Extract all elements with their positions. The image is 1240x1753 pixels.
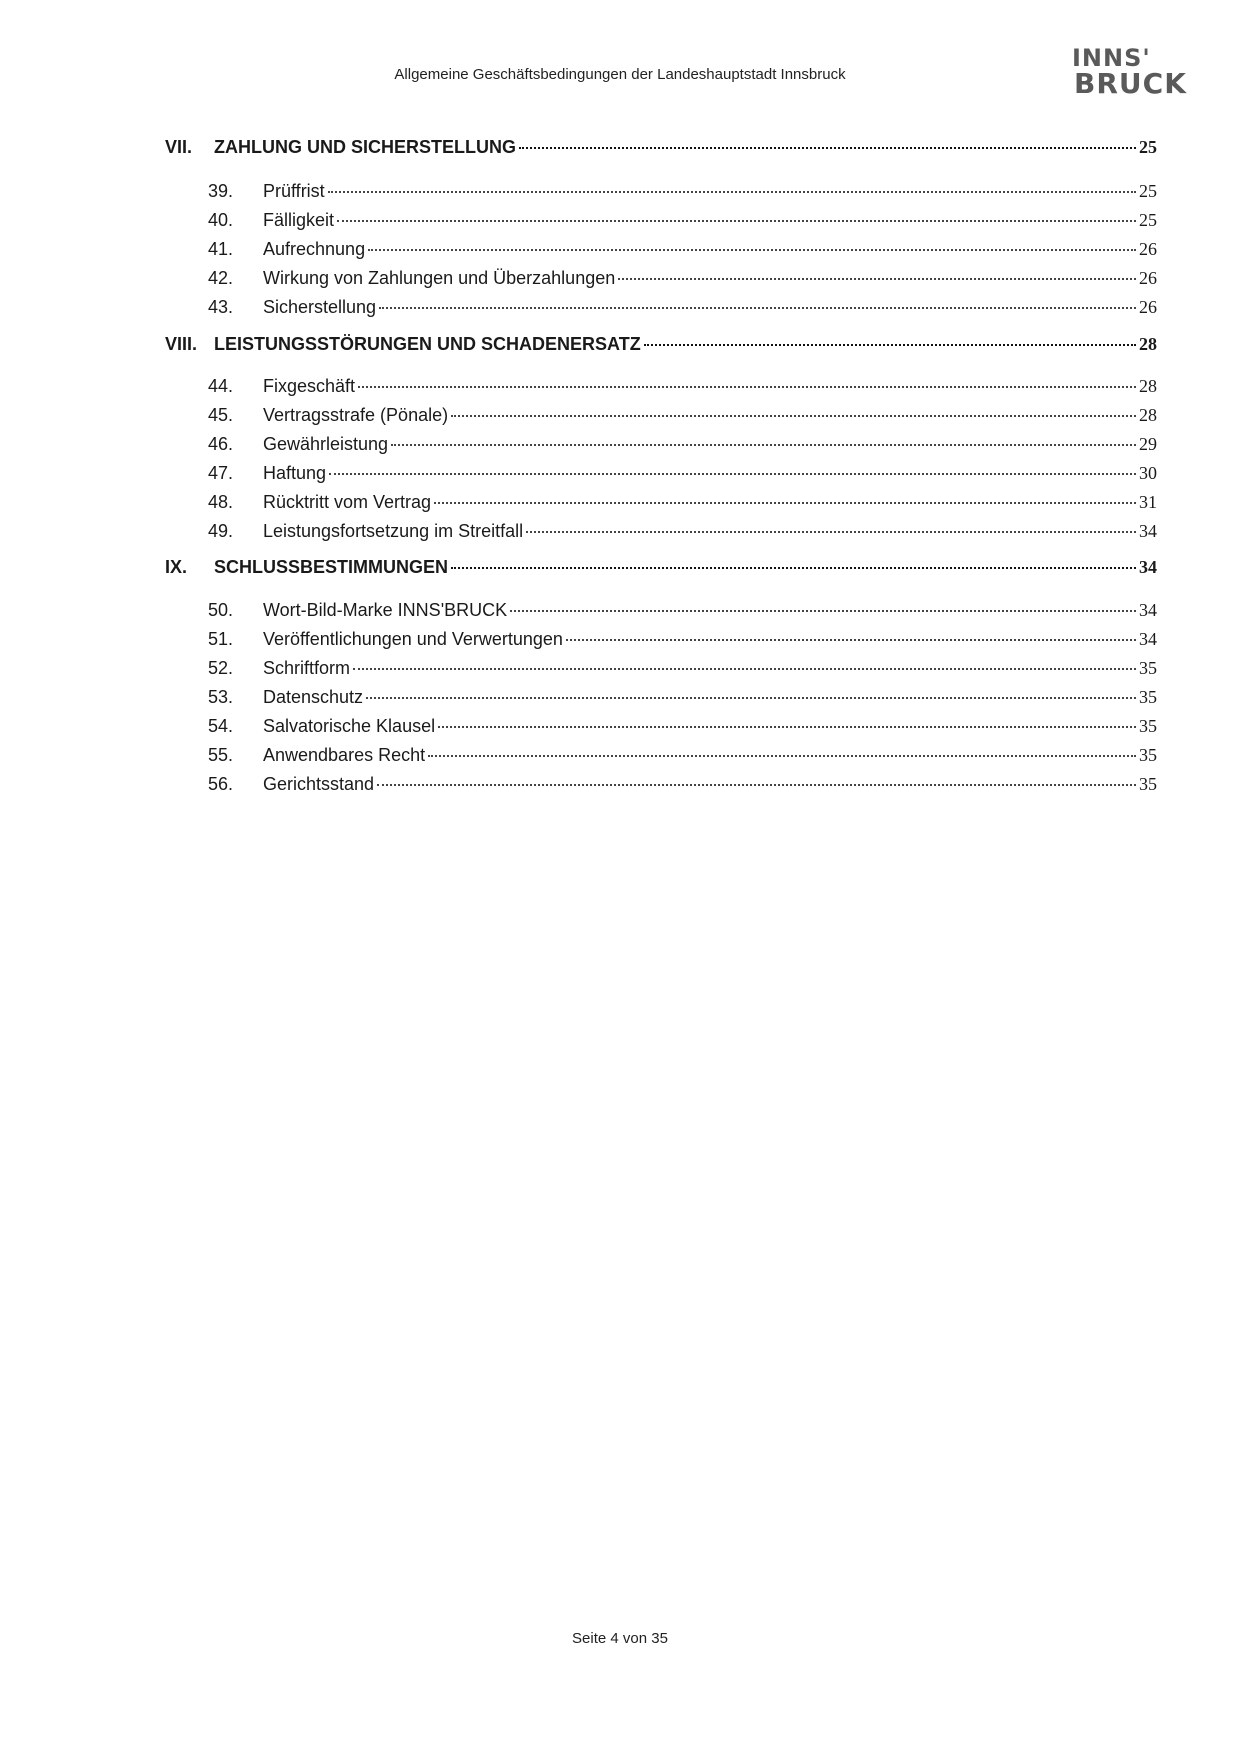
toc-section-viii[interactable] <box>165 334 1157 355</box>
toc-entry-55[interactable] <box>208 745 1157 766</box>
logo-line-2: BRUCK <box>1074 67 1187 100</box>
toc-section-title: SCHLUSSBESTIMMUNGEN <box>214 557 449 577</box>
toc-entry-number: 43. <box>208 297 234 317</box>
toc-entry-title: Schriftform <box>263 658 351 678</box>
toc-entry-number: 46. <box>208 434 234 454</box>
toc-page-number: 25 <box>1139 210 1157 230</box>
toc-leader-dots <box>368 249 1136 251</box>
toc-entry-number: 42. <box>208 268 234 288</box>
toc-entry-title: Rücktritt vom Vertrag <box>263 492 432 512</box>
toc-section-ix[interactable] <box>165 557 1157 578</box>
toc-page-number: 28 <box>1139 376 1157 396</box>
toc-page-number: 34 <box>1139 629 1157 649</box>
toc-leader-dots <box>391 444 1136 446</box>
toc-leader-dots <box>337 220 1136 222</box>
toc-entry-number: 44. <box>208 376 234 396</box>
toc-leader-dots <box>519 147 1136 149</box>
toc-entry-title: Vertragsstrafe (Pönale) <box>263 405 449 425</box>
toc-page-number: 34 <box>1139 521 1157 541</box>
logo-line-1: INNS' <box>1072 44 1151 72</box>
toc-entry-48[interactable] <box>208 492 1157 513</box>
toc-entry-title: Fälligkeit <box>263 210 335 230</box>
toc-section-vii[interactable] <box>165 137 1157 158</box>
toc-page-number: 25 <box>1139 137 1157 157</box>
toc-page-number: 25 <box>1139 181 1157 201</box>
toc-page-number: 35 <box>1139 774 1157 794</box>
toc-page-number: 35 <box>1139 716 1157 736</box>
toc-entry-42[interactable] <box>208 268 1157 289</box>
innsbruck-logo <box>1072 44 1187 100</box>
toc-entry-number: 41. <box>208 239 234 259</box>
toc-leader-dots <box>358 386 1136 388</box>
toc-page-number: 34 <box>1139 557 1157 577</box>
toc-leader-dots <box>510 610 1136 612</box>
toc-entry-51[interactable] <box>208 629 1157 650</box>
toc-entry-number: 53. <box>208 687 234 707</box>
toc-entry-number: 47. <box>208 463 234 483</box>
toc-leader-dots <box>328 191 1136 193</box>
toc-section-number: IX. <box>165 557 188 577</box>
toc-section-title: ZAHLUNG UND SICHERSTELLUNG <box>214 137 516 157</box>
toc-leader-dots <box>329 473 1136 475</box>
toc-leader-dots <box>428 755 1136 757</box>
toc-entry-title: Aufrechnung <box>263 239 366 259</box>
toc-entry-40[interactable] <box>208 210 1157 231</box>
toc-page-number: 35 <box>1139 687 1157 707</box>
toc-entry-title: Sicherstellung <box>263 297 377 317</box>
toc-section-number: VIII. <box>165 334 198 354</box>
toc-leader-dots <box>526 531 1136 533</box>
toc-entry-number: 56. <box>208 774 234 794</box>
toc-page-number: 29 <box>1139 434 1157 454</box>
document-header-title: Allgemeine Geschäftsbedingungen der Landeshauptstadt Innsbruck <box>394 66 846 83</box>
toc-entry-41[interactable] <box>208 239 1157 260</box>
toc-entry-49[interactable] <box>208 521 1157 542</box>
toc-entry-title: Prüffrist <box>263 181 325 201</box>
toc-page-number: 35 <box>1139 745 1157 765</box>
toc-page-number: 26 <box>1139 268 1157 288</box>
toc-entry-53[interactable] <box>208 687 1157 708</box>
toc-entry-number: 45. <box>208 405 234 425</box>
toc-leader-dots <box>366 697 1136 699</box>
toc-page-number: 30 <box>1139 463 1157 483</box>
toc-entry-43[interactable] <box>208 297 1157 318</box>
toc-entry-title: Wirkung von Zahlungen und Überzahlungen <box>263 268 616 288</box>
toc-entry-46[interactable] <box>208 434 1157 455</box>
toc-leader-dots <box>377 784 1136 786</box>
toc-entry-50[interactable] <box>208 600 1157 621</box>
toc-entry-title: Datenschutz <box>263 687 364 707</box>
toc-leader-dots <box>618 278 1136 280</box>
toc-entry-title: Wort-Bild-Marke INNS'BRUCK <box>263 600 508 620</box>
toc-entry-title: Gerichtsstand <box>263 774 375 794</box>
toc-entry-number: 48. <box>208 492 234 512</box>
toc-entry-title: Haftung <box>263 463 327 483</box>
toc-entry-number: 50. <box>208 600 234 620</box>
toc-entry-44[interactable] <box>208 376 1157 397</box>
toc-entry-number: 51. <box>208 629 234 649</box>
toc-page-number: 28 <box>1139 405 1157 425</box>
toc-entry-number: 55. <box>208 745 234 765</box>
toc-entry-title: Anwendbares Recht <box>263 745 426 765</box>
toc-page-number: 35 <box>1139 658 1157 678</box>
toc-entry-number: 40. <box>208 210 234 230</box>
page-footer: Seite 4 von 35 <box>572 1630 668 1647</box>
toc-entry-39[interactable] <box>208 181 1157 202</box>
toc-section-title: LEISTUNGSSTÖRUNGEN UND SCHADENERSATZ <box>214 334 641 354</box>
toc-page-number: 26 <box>1139 297 1157 317</box>
toc-entry-number: 52. <box>208 658 234 678</box>
toc-entry-54[interactable] <box>208 716 1157 737</box>
toc-leader-dots <box>566 639 1136 641</box>
toc-entry-45[interactable] <box>208 405 1157 426</box>
toc-section-number: VII. <box>165 137 193 157</box>
toc-entry-title: Veröffentlichungen und Verwertungen <box>263 629 563 649</box>
toc-page-number: 31 <box>1139 492 1157 512</box>
toc-leader-dots <box>434 502 1136 504</box>
toc-page-number: 28 <box>1139 334 1157 354</box>
toc-entry-number: 54. <box>208 716 234 736</box>
toc-entry-title: Gewährleistung <box>263 434 389 454</box>
toc-entry-title: Salvatorische Klausel <box>263 716 436 736</box>
toc-entry-number: 39. <box>208 181 234 201</box>
toc-leader-dots <box>451 415 1136 417</box>
toc-page-number: 34 <box>1139 600 1157 620</box>
toc-leader-dots <box>451 567 1136 569</box>
toc-entry-title: Leistungsfortsetzung im Streitfall <box>263 521 524 541</box>
toc-leader-dots <box>379 307 1136 309</box>
toc-entry-52[interactable] <box>208 658 1157 679</box>
toc-page-number: 26 <box>1139 239 1157 259</box>
toc-entry-56[interactable] <box>208 774 1157 795</box>
toc-entry-title: Fixgeschäft <box>263 376 356 396</box>
toc-entry-47[interactable] <box>208 463 1157 484</box>
toc-leader-dots <box>644 344 1136 346</box>
toc-leader-dots <box>438 726 1136 728</box>
toc-entry-number: 49. <box>208 521 234 541</box>
toc-leader-dots <box>353 668 1136 670</box>
